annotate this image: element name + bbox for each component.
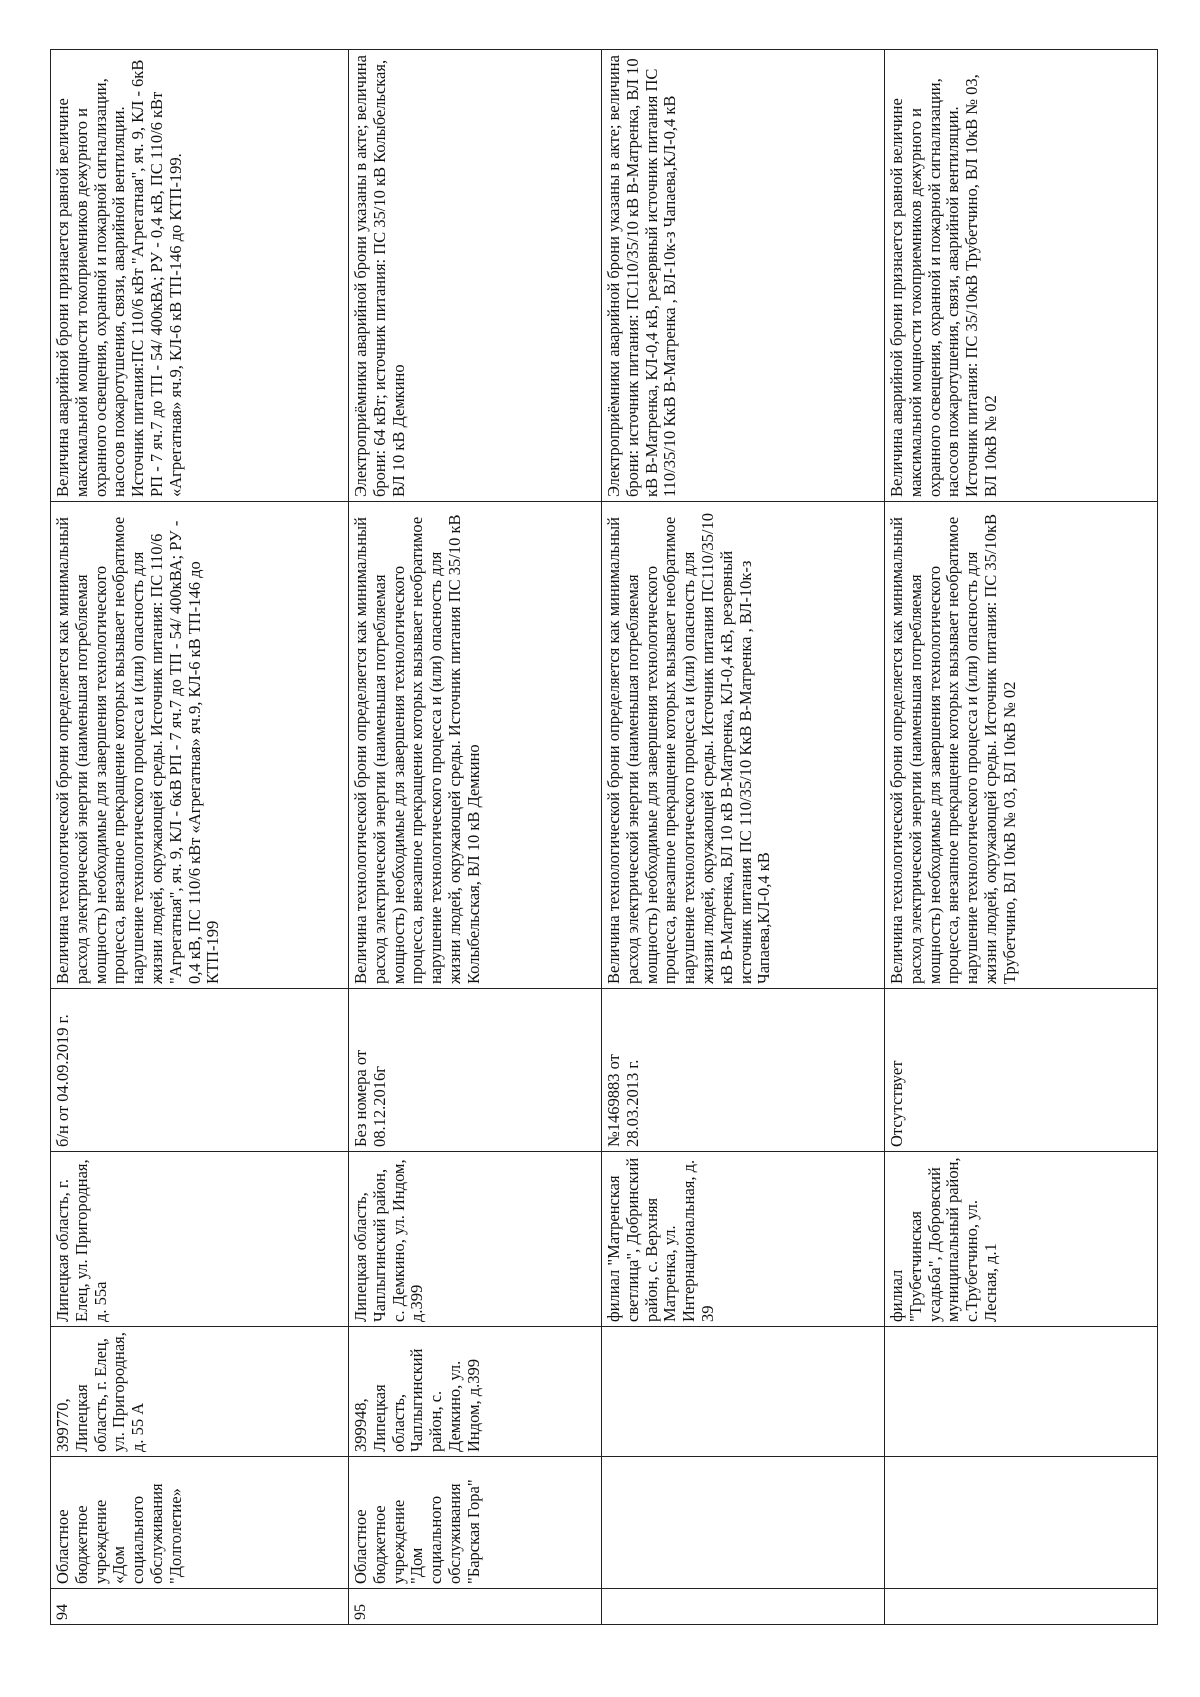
act-reference: б/н от 04.09.2019 г. xyxy=(51,989,349,1152)
technological-reserve: Величина технологической брони определяется как минимальный расход электрической энергии (наименьшая потребляемая мощность) необходимые для завершения технологического процесса, внезапное прекращение которых вызывает необратимое нарушение технологического процесса и (или) опасность для жизни людей, окружающей среды. Источник питания ПС110/35/10 кВ В-Матренка, ВЛ 10 кВ В-Матренка, КЛ-0,4 кВ, резервный источник питания ПС 110/35/10 КкВ В-Матренка , ВЛ-10к-з Чапаева,КЛ-0,4 кВ xyxy=(602,502,885,989)
technological-reserve: Величина технологической брони определяется как минимальный расход электрической энергии (наименьшая потребляемая мощность) необходимые для завершения технологического процесса, внезапное прекращение которых вызывает необратимое нарушение технологического процесса и (или) опасность для жизни людей, окружающей среды. Источник питания ПС 35/10 кВ Колыбельская, ВЛ 10 кВ Демкино xyxy=(349,502,602,989)
technological-reserve: Величина технологической брони определяется как минимальный расход электрической энергии (наименьшая потребляемая мощность) необходимые для завершения технологического процесса, внезапное прекращение которых вызывает необратимое нарушение технологического процесса и (или) опасность для жизни людей, окружающей среды. Источник питания: ПС 35/10кВ Трубетчино, ВЛ 10кВ № 03, ВЛ 10кВ № 02 xyxy=(885,502,1158,989)
legal-address xyxy=(885,1327,1158,1457)
act-reference: Без номера от 08.12.2016г xyxy=(349,989,602,1152)
legal-address xyxy=(602,1327,885,1457)
object-address: филиал "Матренская светлица", Добринский район, с. Верхняя Матренка, ул. Интернациональная, д. 39 xyxy=(602,1152,885,1327)
table-row xyxy=(349,50,602,1625)
act-reference: Отсутствует xyxy=(885,989,1158,1152)
legal-address: 399948, Липецкая область, Чаплыгинский район, с. Демкино, ул. Индом, д.399 xyxy=(349,1327,602,1457)
emergency-reserve: Электроприёмники аварийной брони указаны в акте; величина брони: источник питания: ПС110/35/10 кВ В-Матренка, ВЛ 10 кВ В-Матренка, КЛ-0,4 кВ, резервный источник питания ПС 110/35/10 КкВ В-Матренка , ВЛ-10к-з Чапаева,КЛ-0,4 кВ xyxy=(602,50,885,502)
organization-name: Областное бюджетное учреждение «Дом социального обслуживания "Долголетие» xyxy=(51,1457,349,1589)
row-number xyxy=(602,1589,885,1625)
organization-name xyxy=(885,1457,1158,1589)
object-address: Липецкая область, г. Елец, ул. Пригородная, д. 55а xyxy=(51,1152,349,1327)
table-row xyxy=(602,50,885,1625)
rotated-table-frame xyxy=(50,50,1150,1625)
table-row xyxy=(51,50,349,1625)
row-number: 95 xyxy=(349,1589,602,1625)
table-row xyxy=(885,50,1158,1625)
technological-reserve: Величина технологической брони определяется как минимальный расход электрической энергии (наименьшая потребляемая мощность) необходимые для завершения технологического процесса, внезапное прекращение которых вызывает необратимое нарушение технологического процесса и (или) опасность для жизни людей, окружающей среды. Источник питания: ПС 110/6 "Агрегатная", яч. 9, КЛ - 6кВ РП - 7 яч.7 до ТП - 54/ 400кВА; РУ - 0,4 кВ, ПС 110/6 кВт «Агрегатная» яч.9, КЛ-6 кВ ТП-146 до КТП-199 xyxy=(51,502,349,989)
organization-name: Областное бюджетное учреждение "Дом социального обслуживания "Барская Гора" xyxy=(349,1457,602,1589)
reserve-table xyxy=(50,49,1158,1625)
emergency-reserve: Величина аварийной брони признается равной величине максимальной мощности токоприемников дежурного и охранного освещения, охранной и пожарной сигнализации, насосов пожаротушения, связи, аварийной вентиляции. Источник питания: ПС 35/10кВ Трубетчино, ВЛ 10кВ № 03, ВЛ 10кВ № 02 xyxy=(885,50,1158,502)
object-address: Липецкая область, Чаплыгинский район, с. Демкино, ул. Индом, д.399 xyxy=(349,1152,602,1327)
object-address: филиал "Трубетчинская усадьба", Добровский муниципальный район, с.Трубетчино, ул. Лесная, д.1 xyxy=(885,1152,1158,1327)
emergency-reserve: Величина аварийной брони признается равной величине максимальной мощности токоприемников дежурного и охранного освещения, охранной и пожарной сигнализации, насосов пожаротушения, связи, аварийной вентиляции. Источник питания:ПС 110/6 кВт "Агрегатная", яч. 9, КЛ - 6кВ РП - 7 яч.7 до ТП - 54/ 400кВА; РУ - 0,4 кВ, ПС 110/6 кВт «Агрегатная» яч.9, КЛ-6 кВ ТП-146 до КТП-199. xyxy=(51,50,349,502)
emergency-reserve: Электроприёмники аварийной брони указаны в акте; величина брони: 64 кВт; источник питания: ПС 35/10 кВ Колыбельская, ВЛ 10 кВ Демкино xyxy=(349,50,602,502)
organization-name xyxy=(602,1457,885,1589)
act-reference: №1469883 от 28.03.2013 г. xyxy=(602,989,885,1152)
row-number xyxy=(885,1589,1158,1625)
legal-address: 399770, Липецкая область, г. Елец, ул. Пригородная, д. 55 А xyxy=(51,1327,349,1457)
row-number: 94 xyxy=(51,1589,349,1625)
